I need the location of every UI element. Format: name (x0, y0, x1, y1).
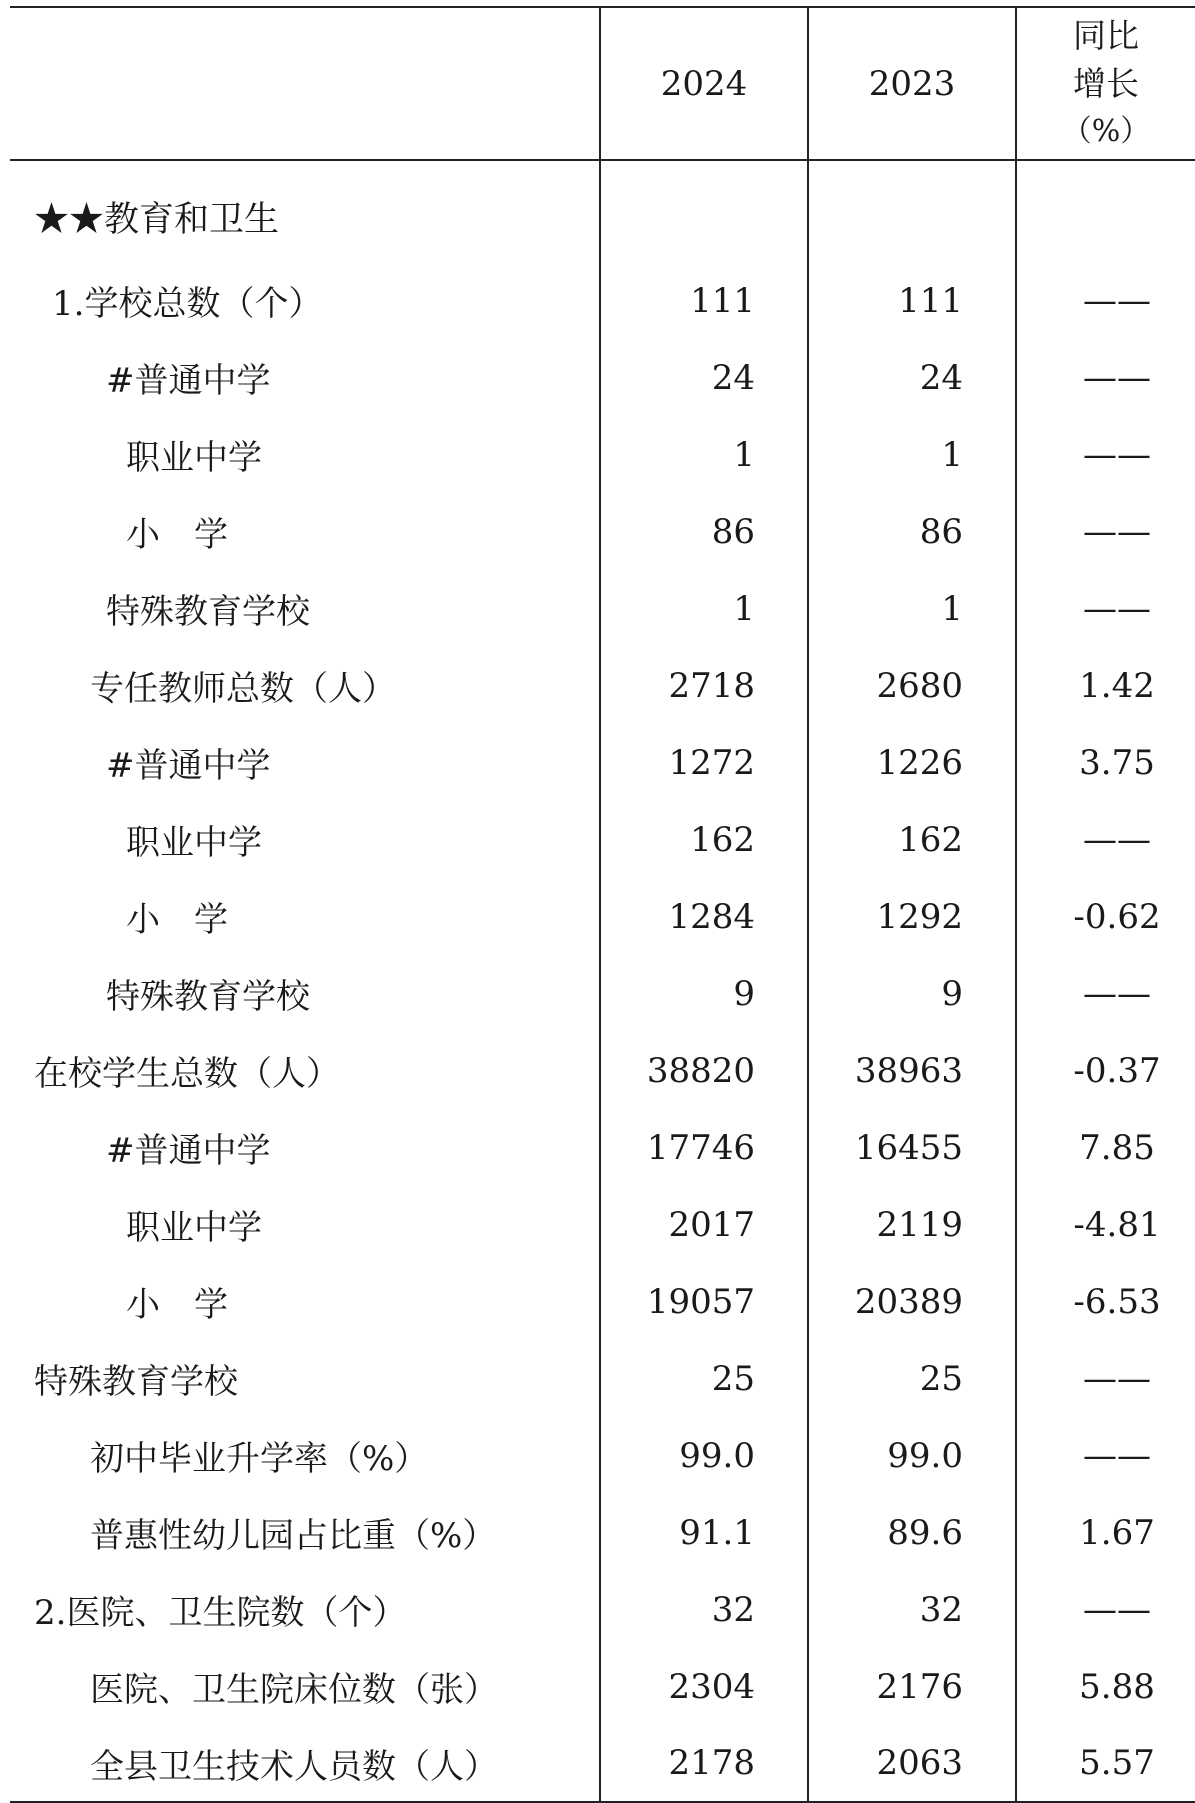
row-value-2023: 1226 (808, 724, 1016, 801)
row-value-2023: 86 (808, 493, 1016, 570)
table-row (10, 1263, 1195, 1340)
row-value-2023: 16455 (808, 1109, 1016, 1186)
row-label: 小 学 (126, 515, 228, 555)
row-value-2023: 20389 (808, 1263, 1016, 1340)
row-value-2023: 9 (808, 955, 1016, 1032)
table-row (10, 1109, 1195, 1186)
row-value-2024: 17746 (600, 1109, 808, 1186)
row-label: #普通中学 (106, 361, 271, 401)
table-row (10, 647, 1195, 724)
row-yoy-growth: —— (1016, 339, 1195, 416)
table-body (10, 160, 1195, 1802)
row-value-2024: 2178 (600, 1725, 808, 1802)
row-yoy-growth: -6.53 (1016, 1263, 1195, 1340)
table-row (10, 493, 1195, 570)
row-value-2024: 25 (600, 1340, 808, 1417)
row-value-2024: 99.0 (600, 1417, 808, 1494)
row-label: 初中毕业升学率（%） (90, 1439, 429, 1479)
row-value-2024: 91.1 (600, 1494, 808, 1571)
row-yoy-growth: —— (1016, 1417, 1195, 1494)
row-yoy-growth: 5.88 (1016, 1648, 1195, 1725)
row-yoy-growth: —— (1016, 1571, 1195, 1648)
row-yoy-growth: —— (1016, 1340, 1195, 1417)
section-empty-cell (1016, 160, 1195, 262)
table-row (10, 955, 1195, 1032)
header-yoy-line2: 增长 (1073, 63, 1139, 103)
row-label: 专任教师总数（人） (90, 669, 396, 709)
table-header (10, 7, 1195, 160)
row-value-2024: 1 (600, 416, 808, 493)
row-value-2023: 25 (808, 1340, 1016, 1417)
row-value-2023: 1292 (808, 878, 1016, 955)
table-row (10, 724, 1195, 801)
row-label: 医院、卫生院床位数（张） (90, 1670, 498, 1710)
row-label: 普惠性幼儿园占比重（%） (90, 1516, 497, 1556)
header-year-2024: 2024 (600, 7, 808, 160)
row-value-2023: 2176 (808, 1648, 1016, 1725)
row-yoy-growth: —— (1016, 416, 1195, 493)
row-value-2024: 2304 (600, 1648, 808, 1725)
row-label: 小 学 (126, 1285, 228, 1325)
row-yoy-growth: 3.75 (1016, 724, 1195, 801)
row-value-2023: 2119 (808, 1186, 1016, 1263)
table-row (10, 262, 1195, 339)
row-value-2024: 2718 (600, 647, 808, 724)
row-value-2024: 162 (600, 801, 808, 878)
statistics-table-container (10, 6, 1195, 1787)
row-label: 职业中学 (126, 823, 262, 863)
row-yoy-growth: -0.62 (1016, 878, 1195, 955)
section-title-row (10, 160, 1195, 262)
row-value-2024: 24 (600, 339, 808, 416)
row-yoy-growth: 5.57 (1016, 1725, 1195, 1802)
row-value-2023: 111 (808, 262, 1016, 339)
header-year-2023: 2023 (808, 7, 1016, 160)
row-label: 在校学生总数（人） (34, 1054, 340, 1094)
row-value-2024: 2017 (600, 1186, 808, 1263)
section-empty-cell (808, 160, 1016, 262)
header-yoy-growth (1016, 7, 1195, 160)
row-label: 特殊教育学校 (106, 977, 310, 1017)
section-empty-cell (600, 160, 808, 262)
row-value-2023: 1 (808, 416, 1016, 493)
row-yoy-growth: -4.81 (1016, 1186, 1195, 1263)
row-value-2024: 9 (600, 955, 808, 1032)
table-row (10, 416, 1195, 493)
row-value-2023: 32 (808, 1571, 1016, 1648)
table-row (10, 1648, 1195, 1725)
row-yoy-growth: —— (1016, 801, 1195, 878)
row-label: 2.医院、卫生院数（个） (34, 1593, 407, 1633)
row-value-2023: 89.6 (808, 1494, 1016, 1571)
table-row (10, 1494, 1195, 1571)
row-label: 职业中学 (126, 1208, 262, 1248)
table-row (10, 801, 1195, 878)
row-label: 小 学 (126, 900, 228, 940)
row-value-2024: 38820 (600, 1032, 808, 1109)
table-row (10, 1186, 1195, 1263)
row-value-2023: 2063 (808, 1725, 1016, 1802)
row-value-2023: 24 (808, 339, 1016, 416)
row-label: 特殊教育学校 (106, 592, 310, 632)
row-label: #普通中学 (106, 1131, 271, 1171)
row-value-2024: 19057 (600, 1263, 808, 1340)
row-label: 全县卫生技术人员数（人） (10, 1725, 600, 1802)
row-yoy-growth: —— (1016, 493, 1195, 570)
row-value-2024: 32 (600, 1571, 808, 1648)
row-value-2024: 86 (600, 493, 808, 570)
table-row (10, 1032, 1195, 1109)
row-yoy-growth: 1.42 (1016, 647, 1195, 724)
table-row (10, 1725, 1195, 1802)
row-value-2024: 111 (600, 262, 808, 339)
table-row (10, 1340, 1195, 1417)
row-label: #普通中学 (106, 746, 271, 786)
row-label: 职业中学 (126, 438, 262, 478)
row-value-2024: 1 (600, 570, 808, 647)
row-value-2023: 2680 (808, 647, 1016, 724)
row-yoy-growth: 7.85 (1016, 1109, 1195, 1186)
row-value-2024: 1284 (600, 878, 808, 955)
row-value-2023: 162 (808, 801, 1016, 878)
section-title: ★★教育和卫生 (34, 199, 280, 240)
table-row (10, 1417, 1195, 1494)
table-row (10, 878, 1195, 955)
header-yoy-unit: （%） (1061, 113, 1151, 149)
row-yoy-growth: 1.67 (1016, 1494, 1195, 1571)
table-row (10, 1571, 1195, 1648)
row-label: 1.学校总数（个） (52, 284, 323, 324)
row-value-2023: 99.0 (808, 1417, 1016, 1494)
table-row (10, 339, 1195, 416)
header-label (10, 7, 600, 160)
header-row (10, 7, 1195, 160)
row-yoy-growth: -0.37 (1016, 1032, 1195, 1109)
header-yoy-line1: 同比 (1073, 15, 1139, 55)
education-health-statistics-table (10, 6, 1195, 1803)
row-label: 特殊教育学校 (34, 1362, 238, 1402)
row-value-2023: 38963 (808, 1032, 1016, 1109)
row-yoy-growth: —— (1016, 955, 1195, 1032)
row-yoy-growth: —— (1016, 262, 1195, 339)
table-row (10, 570, 1195, 647)
row-value-2023: 1 (808, 570, 1016, 647)
row-value-2024: 1272 (600, 724, 808, 801)
row-yoy-growth: —— (1016, 570, 1195, 647)
